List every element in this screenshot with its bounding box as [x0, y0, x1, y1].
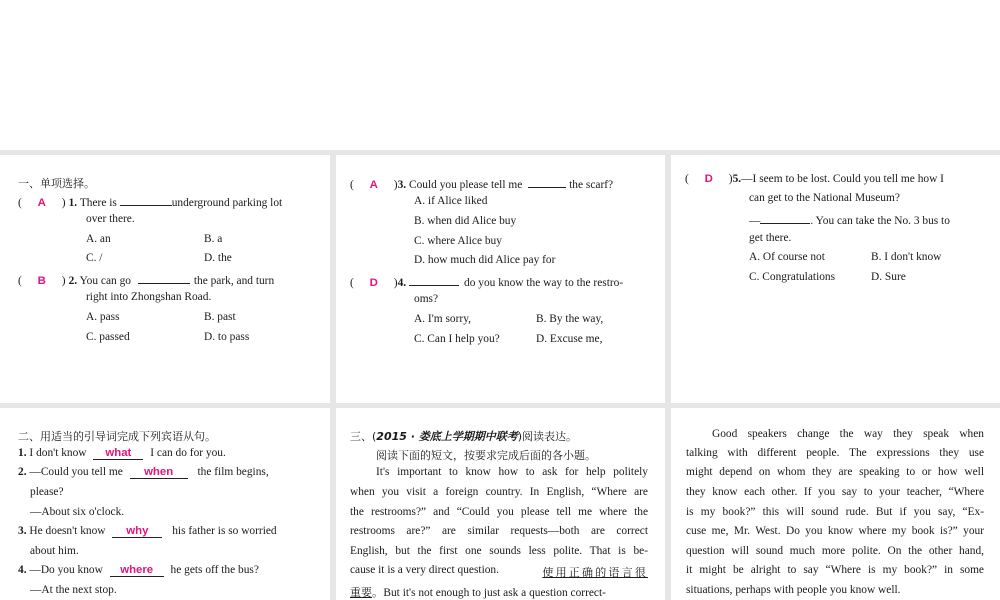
option-d: D. Excuse me,	[536, 333, 603, 345]
passage-line: English, but the first one sounds less polite. That is be-	[350, 545, 648, 557]
option-c: C. Congratulations	[749, 271, 836, 283]
item-1: 1. I don't know what I can do for you.	[18, 447, 226, 459]
item-text: He doesn't know	[29, 525, 106, 537]
question-stem-cont: can get to the National Museum?	[749, 192, 900, 204]
panel-single-choice-1	[0, 155, 330, 403]
passage-line: is my book?” this will sound rude. But if you say, “Ex-	[686, 506, 984, 518]
question-stem: underground parking lot	[171, 197, 283, 209]
item-number: 1	[18, 447, 24, 459]
underlined-sentence: 使用正确的语言很	[542, 566, 648, 579]
question-number: 4	[397, 277, 404, 289]
question-4: ( D )4. do you know the way to the restro-	[350, 274, 623, 289]
passage-text: 。But it's not enough to just ask a question correct-	[372, 587, 606, 599]
question-stem: the park, and turn	[193, 275, 275, 287]
question-stem: the scarf?	[569, 179, 614, 191]
item-text: I don't know	[29, 447, 87, 459]
question-stem: Could you please tell me	[409, 179, 523, 191]
question-stem-cont: oms?	[414, 293, 439, 305]
passage-text: cause it is a very direct question.	[350, 564, 499, 576]
option-c: C. Can I help you?	[414, 333, 500, 345]
item-text-cont: about him.	[30, 545, 79, 557]
heading-source: 2015 · 娄底上学期期中联考	[376, 430, 518, 443]
dash: —	[749, 215, 761, 227]
heading-suffix: )阅读表达。	[517, 430, 578, 443]
item-2: 2. —Could you tell me when the film begins,	[18, 466, 269, 478]
answer-blank	[120, 194, 172, 206]
question-stem: You can go	[79, 275, 131, 287]
section-heading: 二、用适当的引导词完成下列宾语从句。	[18, 430, 216, 443]
question-number: 1	[68, 197, 75, 209]
item-text: his father is so worried	[172, 525, 277, 537]
panel-object-clauses	[0, 408, 330, 600]
option-a: A. pass	[86, 311, 120, 323]
panel-single-choice-2	[336, 155, 665, 403]
panel-reading-passage	[336, 408, 665, 600]
panel-reading-continued	[671, 408, 1000, 600]
passage-line: talking with different people. The expressions they use	[686, 447, 984, 459]
option-c: C. passed	[86, 331, 130, 343]
answer-mark: B	[37, 275, 46, 287]
answer-mark: A	[37, 197, 46, 209]
passage-line: cuse me, Mr. West. Do you know where my book is?” your	[686, 525, 984, 537]
option-d: D. the	[204, 252, 232, 264]
answer-blank	[138, 272, 190, 284]
item-text: the film begins,	[197, 466, 269, 478]
option-b: B. By the way,	[536, 313, 604, 325]
option-b: B. when did Alice buy	[414, 215, 517, 227]
question-stem: —I seem to be lost. Could you tell me how I	[741, 173, 944, 185]
passage-line: they know each other. If you say to your teacher, “Where	[686, 486, 984, 498]
answer-mark: A	[369, 179, 378, 191]
question-2: ( B ) 2. You can go the park, and turn	[18, 272, 274, 287]
option-a: A. I'm sorry,	[414, 313, 471, 325]
passage-line	[350, 564, 648, 580]
question-stem: There is	[79, 197, 117, 209]
underlined-sentence: 重要	[350, 586, 372, 599]
question-number: 5	[732, 173, 739, 185]
passage-line: Good speakers change the way they speak when	[712, 428, 984, 440]
option-d: D. to pass	[204, 331, 250, 343]
question-stem: do you know the way to the restro-	[464, 277, 624, 289]
filled-answer: where	[110, 564, 164, 577]
question-5: ( D )5.—I seem to be lost. Could you tell me how I	[685, 173, 944, 185]
item-4: 4. —Do you know where he gets off the bus?	[18, 564, 259, 576]
question-stem: . You can take the No. 3 bus to	[810, 215, 950, 227]
item-text: he gets off the bus?	[170, 564, 259, 576]
option-c: C. /	[86, 252, 103, 264]
passage-line: when you visit a foreign country. In English, “Where are	[350, 486, 648, 498]
option-c: C. where Alice buy	[414, 235, 502, 247]
heading-prefix: 三、(	[350, 430, 377, 443]
question-stem-cont: get there.	[749, 232, 792, 244]
question-stem-cont: right into Zhongshan Road.	[86, 291, 212, 303]
item-text-cont: please?	[30, 486, 64, 498]
question-stem-cont: over there.	[86, 213, 135, 225]
option-d: D. how much did Alice pay for	[414, 254, 556, 266]
passage-line	[350, 584, 648, 600]
passage-line: the restrooms?” and “Could you please tell me where the	[350, 506, 648, 518]
item-number: 2	[18, 466, 24, 478]
passage-line: question will sound much more polite. On the other hand,	[686, 545, 984, 557]
section-heading	[350, 428, 577, 444]
answer-blank	[760, 212, 810, 224]
passage-line: restrooms are?” are similar requests—both are correct	[350, 525, 648, 537]
passage-line: situations, perhaps with people you know well.	[686, 584, 901, 596]
instruction: 阅读下面的短文，按要求完成后面的各小题。	[376, 449, 596, 462]
option-b: B. a	[204, 233, 223, 245]
question-number: 2	[68, 275, 75, 287]
item-number: 4	[18, 564, 24, 576]
option-a: A. an	[86, 233, 111, 245]
answer-blank	[528, 176, 566, 188]
filled-answer: what	[93, 447, 143, 460]
passage-line: might depend on whom they are speaking to or how well	[686, 466, 984, 478]
item-3: 3. He doesn't know why his father is so worried	[18, 525, 277, 537]
item-number: 3	[18, 525, 24, 537]
question-1: ( A ) 1. There is underground parking lot	[18, 194, 282, 209]
question-number: 3	[397, 179, 404, 191]
panel-single-choice-3	[671, 155, 1000, 403]
filled-answer: when	[130, 466, 188, 479]
answer-mark: D	[369, 277, 378, 289]
option-b: B. I don't know	[871, 251, 942, 263]
option-a: A. if Alice liked	[414, 195, 488, 207]
filled-answer: why	[112, 525, 162, 538]
item-reply: —About six o'clock.	[30, 506, 125, 518]
item-text: I can do for you.	[150, 447, 226, 459]
option-a: A. Of course not	[749, 251, 825, 263]
section-heading: 一、单项选择。	[18, 177, 95, 190]
answer-mark: D	[704, 173, 713, 185]
passage-line: it might be alright to say “Where is my book?” in some	[686, 564, 984, 576]
question-3: ( A )3. Could you please tell me the scarf?	[350, 176, 613, 191]
passage-line: It's important to know how to ask for help politely	[376, 466, 648, 478]
answer-blank	[409, 274, 459, 286]
item-reply: —At the next stop.	[30, 584, 117, 596]
option-d: D. Sure	[871, 271, 906, 283]
item-text: —Could you tell me	[29, 466, 123, 478]
question-stem-cont	[749, 212, 950, 227]
option-b: B. past	[204, 311, 236, 323]
item-text: —Do you know	[29, 564, 103, 576]
top-blank-area	[0, 0, 1000, 150]
